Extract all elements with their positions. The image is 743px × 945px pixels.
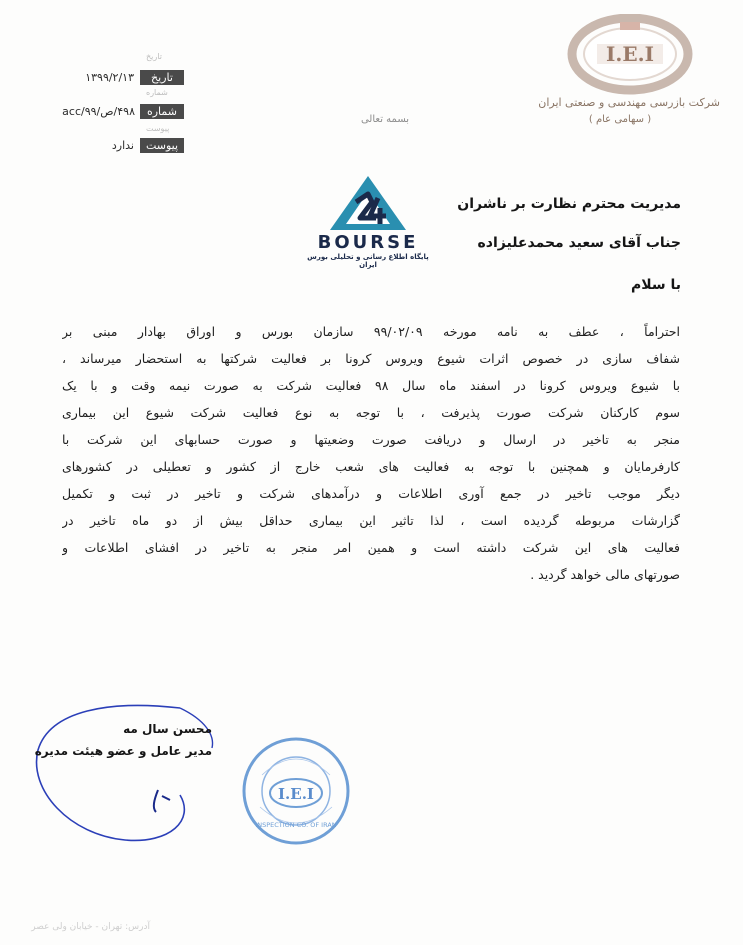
basmala: بسمه تعالی bbox=[360, 114, 410, 125]
letter-body bbox=[62, 318, 680, 588]
meta-number-label: شماره bbox=[140, 104, 184, 119]
meta-faint-attachment: پیوست bbox=[146, 124, 170, 133]
signatory-name: محسن سال مه bbox=[123, 722, 212, 736]
bourse-logo-tagline: پایگاه اطلاع رسانی و تحلیلی بورس ایران bbox=[307, 253, 429, 269]
body-line: با شیوع ویروس کرونا در اسفند ماه سال ۹۸ فعالیت شرکت به صورت نیمه وقت و با یک bbox=[62, 378, 680, 393]
company-name: شرکت بازرسی مهندسی و صنعتی ایران bbox=[538, 96, 720, 109]
company-logo-text: I.E.I bbox=[606, 42, 654, 66]
body-line: صورتهای مالی خواهد گردید . bbox=[530, 567, 680, 582]
body-line: فعالیت های این شرکت داشته است و همین امر منجر به تاخیر در افشای اطلاعات و bbox=[62, 540, 680, 555]
body-line: سوم کارکنان شرکت صورت پذیرفت ، با توجه به نوع فعالیت شرکت شیوع این بیماری bbox=[62, 405, 680, 420]
meta-date-row bbox=[60, 70, 180, 86]
body-line: کارفرمایان و همچنین با توجه به فعالیت های شعب خارج از کشور و تعطیلی در کشورهای bbox=[62, 459, 680, 474]
meta-number-value: ۴۹۸/ص/۹۹/acc bbox=[62, 105, 135, 118]
meta-faint-date: تاریخ bbox=[146, 52, 162, 61]
meta-date-label: تاریخ bbox=[140, 70, 184, 85]
body-line: منجر به تاخیر در ارسال و دریافت صورت وضعیتها و صورت حسابهای این شرکت با bbox=[62, 432, 680, 447]
company-logo bbox=[565, 14, 695, 100]
addressee-person: جناب آقای سعید محمدعلیزاده bbox=[477, 235, 681, 251]
meta-faint-number: شماره bbox=[146, 88, 168, 97]
signatory-title: مدیر عامل و عضو هیئت مدیره bbox=[34, 744, 212, 758]
company-subtitle: ( سهامی عام ) bbox=[588, 114, 652, 125]
footer-address: آدرس: تهران - خیابان ولی عصر bbox=[31, 922, 150, 932]
body-line: دیگر موجب تاخیر در جمع آوری اطلاعات و درآمدهای شرکت و تاخیر در ثبت و تکمیل bbox=[62, 486, 680, 501]
svg-text:I.E.I: I.E.I bbox=[278, 785, 314, 803]
greeting: با سلام bbox=[630, 277, 681, 293]
addressee-office: مدیریت محترم نظارت بر ناشران bbox=[457, 196, 681, 212]
bourse-logo-word: BOURSE bbox=[317, 232, 419, 253]
meta-date-value: ۱۳۹۹/۲/۱۳ bbox=[85, 71, 134, 84]
svg-text:INSPECTION CO. OF IRAN: INSPECTION CO. OF IRAN bbox=[255, 821, 337, 829]
company-seal bbox=[240, 735, 352, 847]
body-line: گزارشات مربوطه گردیده است ، لذا تاثیر این بیماری حداقل بیش از دو ماه تاخیر در bbox=[62, 513, 680, 528]
body-line: احتراماً ، عطف به نامه مورخه ۹۹/۰۲/۰۹ سازمان بورس و اوراق بهادار مبنی بر bbox=[62, 324, 680, 339]
body-line: شفاف سازی در خصوص اثرات شیوع ویروس کرونا بر فعالیت شرکتها به استحضار میرساند ، bbox=[62, 351, 680, 366]
meta-attachment-label: پیوست bbox=[140, 138, 184, 153]
meta-attachment-row bbox=[80, 138, 180, 154]
meta-attachment-value: ندارد bbox=[111, 139, 134, 152]
meta-number-row bbox=[40, 104, 180, 120]
